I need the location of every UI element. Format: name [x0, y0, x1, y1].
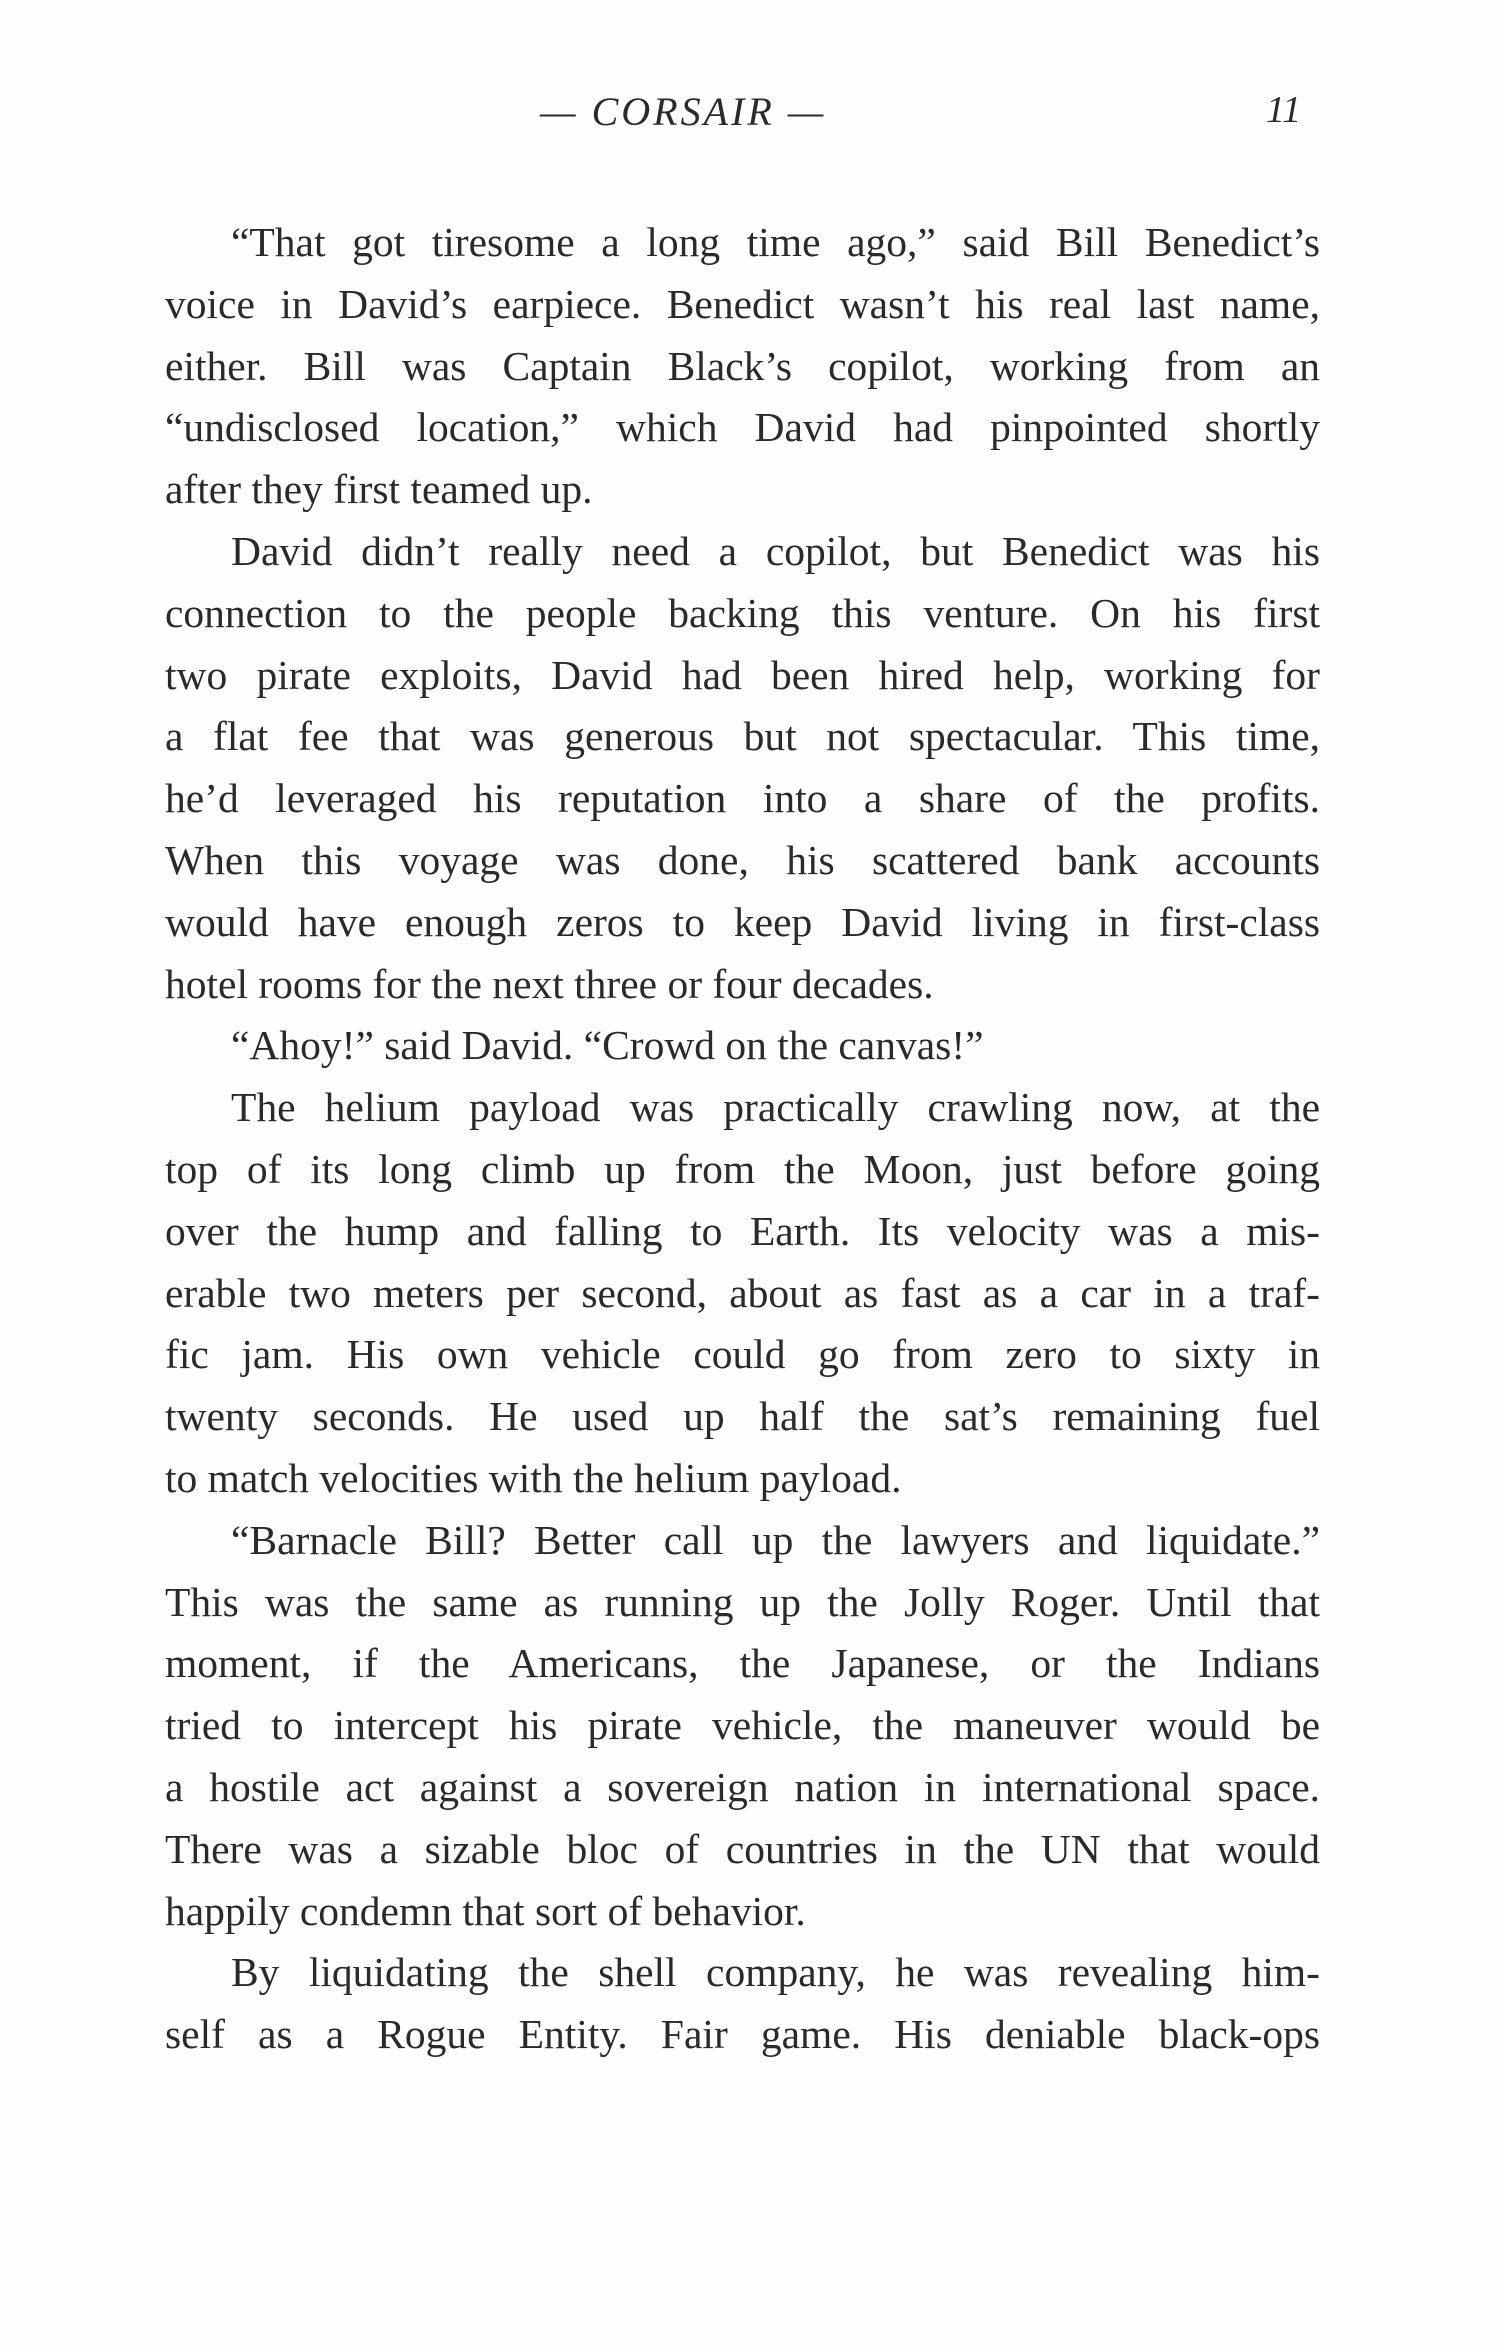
text-line: either. Bill was Captain Black’s copilot, working from an [165, 342, 1320, 389]
text-line: “Barnacle Bill? Better call up the lawyers and liquidate.” [231, 1516, 1320, 1563]
text-line: tried to intercept his pirate vehicle, the maneuver would be [165, 1702, 1320, 1749]
body-text [165, 212, 1320, 2066]
text-line: twenty seconds. He used up half the sat’s remaining fuel [165, 1393, 1320, 1440]
text-line: When this voyage was done, his scattered bank accounts [165, 836, 1320, 883]
text-line: “undisclosed location,” which David had pinpointed shortly [165, 404, 1320, 451]
text-line: to match velocities with the helium payload. [165, 1454, 902, 1501]
page-number: 11 [1266, 89, 1302, 131]
text-line: would have enough zeros to keep David living in first-class [165, 898, 1320, 945]
text-line: connection to the people backing this venture. On his first [165, 589, 1320, 636]
text-line: a hostile act against a sovereign nation in international space. [165, 1763, 1320, 1810]
text-line: The helium payload was practically crawling now, at the [231, 1084, 1320, 1131]
text-line: hotel rooms for the next three or four decades. [165, 960, 934, 1007]
text-line: David didn’t really need a copilot, but Benedict was his [231, 527, 1320, 574]
text-line: self as a Rogue Entity. Fair game. His deniable black-ops [165, 2011, 1320, 2058]
text-line: erable two meters per second, about as fast as a car in a traf- [165, 1269, 1320, 1316]
running-title: — CORSAIR — [540, 89, 827, 134]
text-line: a flat fee that was generous but not spectacular. This time, [165, 713, 1320, 760]
running-head [0, 88, 1500, 148]
text-line: two pirate exploits, David had been hired help, working for [165, 651, 1320, 698]
text-line: fic jam. His own vehicle could go from zero to sixty in [165, 1331, 1320, 1378]
text-line: he’d leveraged his reputation into a share of the profits. [165, 775, 1320, 822]
text-line: over the hump and falling to Earth. Its velocity was a mis- [165, 1207, 1320, 1254]
text-line: voice in David’s earpiece. Benedict wasn’t his real last name, [165, 280, 1320, 327]
text-line: top of its long climb up from the Moon, just before going [165, 1145, 1320, 1192]
text-line: This was the same as running up the Jolly Roger. Until that [165, 1578, 1320, 1625]
text-line: happily condemn that sort of behavior. [165, 1887, 806, 1934]
text-line: By liquidating the shell company, he was revealing him- [231, 1949, 1320, 1996]
text-line: “Ahoy!” said David. “Crowd on the canvas!” [231, 1022, 984, 1069]
text-line: There was a sizable bloc of countries in the UN that would [165, 1825, 1320, 1872]
text-line: after they first teamed up. [165, 466, 593, 513]
text-line: “That got tiresome a long time ago,” said Bill Benedict’s [231, 219, 1320, 265]
text-line: moment, if the Americans, the Japanese, or the Indians [165, 1640, 1320, 1687]
